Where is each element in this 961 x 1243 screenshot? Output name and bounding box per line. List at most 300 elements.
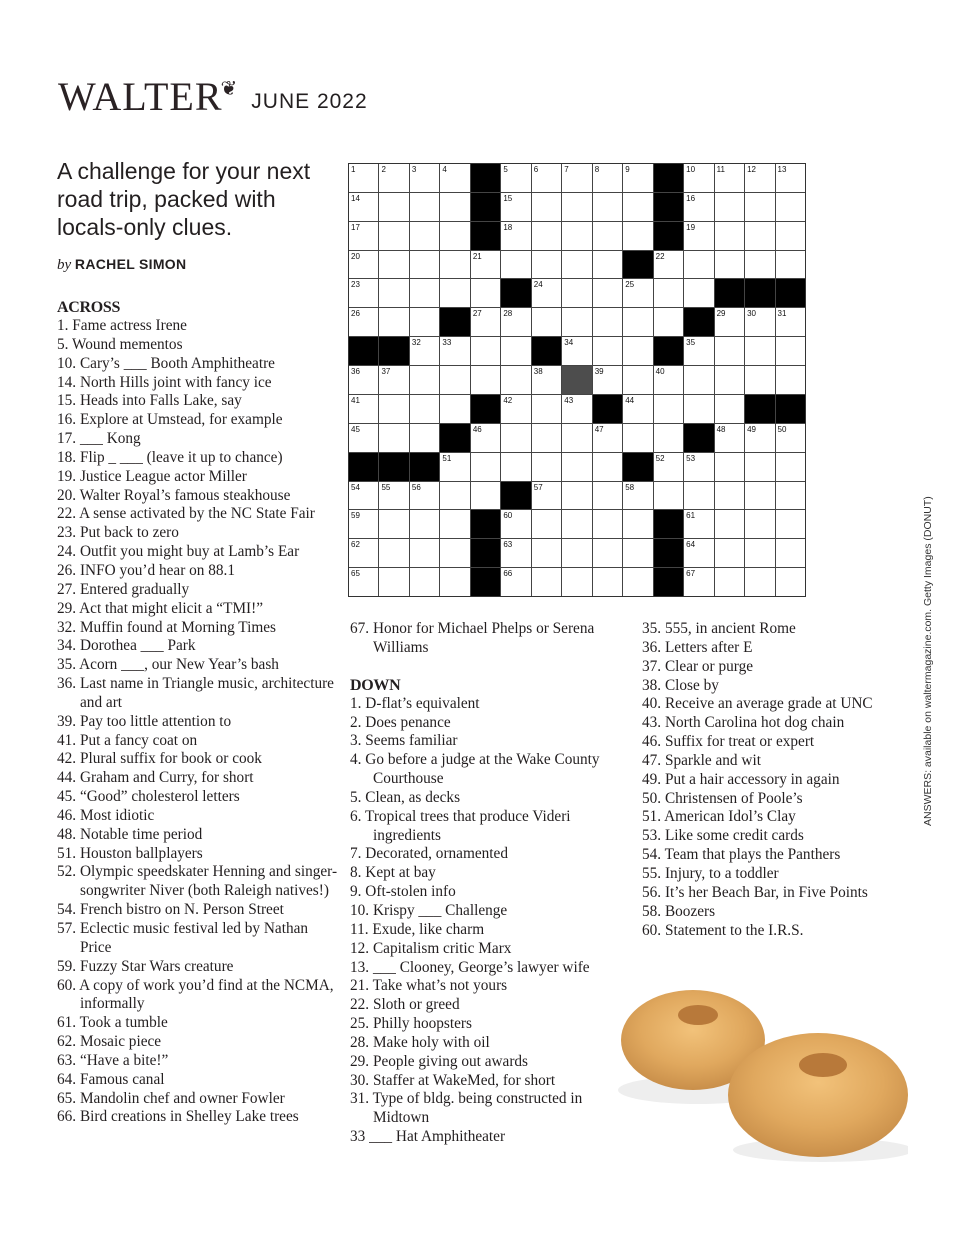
black-square: [471, 568, 500, 596]
grid-cell[interactable]: [715, 395, 744, 423]
grid-cell[interactable]: [349, 424, 378, 452]
clue-item: 44. Graham and Curry, for short: [57, 769, 254, 787]
grid-cell[interactable]: [379, 424, 408, 452]
clue-item: 20. Walter Royal’s famous steakhouse: [57, 486, 291, 504]
black-square: [471, 222, 500, 250]
grid-cell[interactable]: [684, 568, 713, 596]
grid-cell[interactable]: [684, 337, 713, 365]
grid-cell[interactable]: [745, 539, 774, 567]
grid-cell[interactable]: [776, 222, 805, 250]
clue-item: 2. Does penance: [350, 713, 451, 731]
byline: [57, 256, 186, 274]
grid-cell[interactable]: [654, 424, 683, 452]
grid-cell[interactable]: [379, 568, 408, 596]
grid-cell[interactable]: [349, 539, 378, 567]
grid-cell[interactable]: [684, 482, 713, 510]
grid-cell[interactable]: [349, 366, 378, 394]
cell-number: 21: [472, 251, 482, 261]
grid-cell[interactable]: [776, 539, 805, 567]
black-square: [776, 279, 805, 307]
cell-number: 47: [594, 424, 604, 434]
grid-cell[interactable]: [440, 251, 469, 279]
grid-cell[interactable]: [562, 193, 591, 221]
grid-cell[interactable]: [379, 539, 408, 567]
black-square: [471, 395, 500, 423]
grid-cell[interactable]: [654, 308, 683, 336]
cell-number: 8: [594, 165, 600, 174]
grid-cell[interactable]: [532, 424, 561, 452]
clue-item: 58. Boozers: [642, 902, 716, 920]
grid-cell[interactable]: [776, 308, 805, 336]
grid-cell[interactable]: [532, 482, 561, 510]
grid-cell[interactable]: [593, 424, 622, 452]
grid-cell[interactable]: [471, 337, 500, 365]
cell-number: 63: [503, 540, 513, 550]
clue-item: 14. North Hills joint with fancy ice: [57, 373, 272, 391]
grid-cell[interactable]: [745, 453, 774, 481]
grid-cell[interactable]: [684, 366, 713, 394]
grid-cell[interactable]: [532, 164, 561, 192]
cell-number: 20: [351, 251, 360, 261]
black-square: [471, 193, 500, 221]
grid-cell[interactable]: [715, 453, 744, 481]
cell-number: 58: [625, 482, 635, 492]
black-square: [654, 568, 683, 596]
grid-cell[interactable]: [745, 193, 774, 221]
grid-cell[interactable]: [440, 568, 469, 596]
clue-item: 54. French bistro on N. Person Street: [57, 901, 284, 919]
grid-cell[interactable]: [562, 395, 591, 423]
grid-cell[interactable]: [349, 164, 378, 192]
grid-cell[interactable]: [440, 453, 469, 481]
black-square: [776, 395, 805, 423]
cell-number: 32: [411, 338, 421, 348]
grid-cell[interactable]: [562, 251, 591, 279]
cell-number: 12: [747, 165, 756, 174]
black-square: [471, 539, 500, 567]
grid-cell[interactable]: [410, 251, 439, 279]
grid-cell[interactable]: [349, 222, 378, 250]
clue-item: 22. A sense activated by the NC State Fair: [57, 505, 315, 523]
grid-cell[interactable]: [715, 308, 744, 336]
grid-cell[interactable]: [715, 251, 744, 279]
grid-cell[interactable]: [379, 193, 408, 221]
grid-cell[interactable]: [623, 539, 652, 567]
grid-cell[interactable]: [349, 308, 378, 336]
grid-cell[interactable]: [776, 193, 805, 221]
grid-cell[interactable]: [501, 308, 530, 336]
clue-item: 46. Suffix for treat or expert: [642, 733, 815, 751]
clue-item: 10. Cary’s ___ Booth Amphitheatre: [57, 354, 275, 372]
clue-item: 60. A copy of work you’d find at the NCMA, informally: [57, 976, 334, 1013]
black-square: [715, 279, 744, 307]
grid-cell[interactable]: [623, 395, 652, 423]
grid-cell[interactable]: [349, 510, 378, 538]
black-square: [623, 251, 652, 279]
clue-item: 37. Clear or purge: [642, 657, 754, 675]
black-square: [654, 193, 683, 221]
cell-number: 45: [351, 424, 360, 434]
grid-cell[interactable]: [471, 366, 500, 394]
grid-cell[interactable]: [562, 164, 591, 192]
grid-cell[interactable]: [501, 193, 530, 221]
grid-cell[interactable]: [471, 308, 500, 336]
grid-cell[interactable]: [776, 424, 805, 452]
grid-cell[interactable]: [715, 510, 744, 538]
clue-item: 6. Tropical trees that produce Videri ingredients: [350, 807, 571, 844]
grid-cell[interactable]: [593, 164, 622, 192]
black-square: [654, 222, 683, 250]
grid-cell[interactable]: [684, 510, 713, 538]
grid-cell[interactable]: [440, 395, 469, 423]
clue-item: 11. Exude, like charm: [350, 920, 485, 938]
grid-cell[interactable]: [684, 164, 713, 192]
grid-cell[interactable]: [532, 510, 561, 538]
clue-item: 43. North Carolina hot dog chain: [642, 714, 845, 732]
grid-cell[interactable]: [623, 568, 652, 596]
clue-item: 36. Letters after E: [642, 638, 753, 656]
grid-cell[interactable]: [532, 539, 561, 567]
clue-item: 15. Heads into Falls Lake, say: [57, 392, 242, 410]
grid-cell[interactable]: [654, 482, 683, 510]
grid-cell[interactable]: [562, 453, 591, 481]
grid-cell[interactable]: [623, 337, 652, 365]
grid-cell[interactable]: [562, 337, 591, 365]
grid-cell[interactable]: [379, 279, 408, 307]
grid-cell[interactable]: [410, 510, 439, 538]
clue-item: 31. Type of bldg. being constructed in Midtown: [350, 1090, 583, 1127]
clue-item: 30. Staffer at WakeMed, for short: [350, 1071, 556, 1089]
grid-cell[interactable]: [440, 164, 469, 192]
grid-cell[interactable]: [349, 251, 378, 279]
crossword-grid[interactable]: [348, 163, 806, 597]
cell-number: 29: [716, 309, 726, 319]
cell-number: 43: [564, 395, 574, 405]
clue-item: 42. Plural suffix for book or cook: [57, 750, 262, 768]
grid-cell[interactable]: [745, 424, 774, 452]
clue-item: 33 ___ Hat Amphitheater: [350, 1128, 506, 1146]
cell-number: 60: [503, 511, 513, 521]
cell-number: 51: [442, 453, 452, 463]
grid-cell[interactable]: [501, 222, 530, 250]
grid-cell[interactable]: [379, 510, 408, 538]
clue-item: 67. Honor for Michael Phelps or Serena Williams: [350, 620, 595, 656]
grid-cell[interactable]: [501, 568, 530, 596]
grid-cell[interactable]: [593, 193, 622, 221]
grid-cell[interactable]: [623, 193, 652, 221]
grid-cell[interactable]: [349, 568, 378, 596]
grid-cell[interactable]: [410, 164, 439, 192]
grid-cell[interactable]: [471, 424, 500, 452]
grid-cell[interactable]: [410, 482, 439, 510]
grid-cell[interactable]: [623, 279, 652, 307]
grid-cell[interactable]: [410, 193, 439, 221]
grid-cell[interactable]: [379, 395, 408, 423]
grid-cell[interactable]: [684, 453, 713, 481]
grid-cell[interactable]: [684, 222, 713, 250]
grid-cell[interactable]: [410, 395, 439, 423]
cell-number: 4: [442, 165, 447, 174]
grid-cell[interactable]: [501, 337, 530, 365]
cell-number: 44: [625, 395, 635, 405]
black-square: [410, 453, 439, 481]
clue-item: 19. Justice League actor Miller: [57, 467, 247, 485]
clue-item: 7. Decorated, ornamented: [350, 845, 508, 863]
grid-cell[interactable]: [440, 539, 469, 567]
grid-cell[interactable]: [776, 366, 805, 394]
cell-number: 61: [686, 511, 696, 521]
grid-cell[interactable]: [471, 453, 500, 481]
grid-cell[interactable]: [532, 222, 561, 250]
clue-item: 62. Mosaic piece: [57, 1033, 162, 1051]
cell-number: 1: [351, 165, 356, 174]
grid-cell[interactable]: [532, 193, 561, 221]
grid-cell[interactable]: [654, 453, 683, 481]
grid-cell[interactable]: [410, 279, 439, 307]
grid-cell[interactable]: [410, 424, 439, 452]
clues-column-2: [350, 620, 630, 1147]
grid-cell[interactable]: [593, 482, 622, 510]
down-heading: DOWN: [350, 676, 401, 694]
clue-item: 34. Dorothea ___ Park: [57, 637, 196, 655]
grid-cell[interactable]: [715, 222, 744, 250]
black-square: [593, 395, 622, 423]
cell-number: 39: [594, 367, 604, 377]
grid-cell[interactable]: [410, 539, 439, 567]
grid-cell[interactable]: [623, 510, 652, 538]
grid-cell[interactable]: [715, 539, 744, 567]
grid-cell[interactable]: [715, 337, 744, 365]
cell-number: 18: [503, 222, 513, 232]
grid-cell[interactable]: [776, 164, 805, 192]
black-square: [654, 510, 683, 538]
grid-cell[interactable]: [501, 164, 530, 192]
grid-cell[interactable]: [532, 366, 561, 394]
cell-number: 9: [625, 165, 630, 174]
grid-cell[interactable]: [684, 279, 713, 307]
across-heading: ACROSS: [57, 299, 121, 316]
grid-cell[interactable]: [532, 568, 561, 596]
grid-cell[interactable]: [654, 251, 683, 279]
cell-number: 50: [777, 424, 787, 434]
grid-cell[interactable]: [745, 164, 774, 192]
grid-cell[interactable]: [562, 222, 591, 250]
donuts-image: [608, 975, 908, 1165]
clue-item: 51. Houston ballplayers: [57, 844, 203, 862]
grid-cell[interactable]: [776, 337, 805, 365]
grid-cell[interactable]: [562, 568, 591, 596]
grid-cell[interactable]: [501, 510, 530, 538]
grid-cell[interactable]: [410, 222, 439, 250]
feather-icon: ❦: [220, 78, 238, 100]
cell-number: 7: [564, 165, 569, 174]
grid-cell[interactable]: [440, 279, 469, 307]
grid-cell[interactable]: [532, 453, 561, 481]
grid-cell[interactable]: [379, 308, 408, 336]
grid-cell[interactable]: [623, 308, 652, 336]
grid-cell[interactable]: [745, 366, 774, 394]
black-square: [623, 453, 652, 481]
grid-cell[interactable]: [684, 251, 713, 279]
grid-cell[interactable]: [471, 251, 500, 279]
grid-cell[interactable]: [745, 482, 774, 510]
clue-item: 64. Famous canal: [57, 1070, 165, 1088]
grid-cell[interactable]: [562, 424, 591, 452]
grid-cell[interactable]: [745, 222, 774, 250]
grid-cell[interactable]: [471, 279, 500, 307]
grid-cell[interactable]: [623, 222, 652, 250]
grid-cell[interactable]: [379, 366, 408, 394]
black-square: [471, 510, 500, 538]
grid-cell[interactable]: [593, 251, 622, 279]
cell-number: 5: [503, 165, 508, 174]
grid-cell[interactable]: [562, 279, 591, 307]
grid-cell[interactable]: [532, 395, 561, 423]
grid-cell[interactable]: [715, 366, 744, 394]
cell-number: 16: [686, 193, 696, 203]
clue-item: 10. Krispy ___ Challenge: [350, 901, 508, 919]
grid-cell[interactable]: [532, 279, 561, 307]
grid-cell[interactable]: [562, 539, 591, 567]
grid-cell[interactable]: [593, 222, 622, 250]
grid-cell[interactable]: [440, 337, 469, 365]
grid-cell[interactable]: [440, 193, 469, 221]
cell-number: 55: [381, 482, 391, 492]
black-square: [501, 279, 530, 307]
grid-cell[interactable]: [532, 251, 561, 279]
grid-cell[interactable]: [379, 482, 408, 510]
cell-number: 59: [351, 511, 360, 521]
grid-cell[interactable]: [776, 251, 805, 279]
grid-cell[interactable]: [410, 337, 439, 365]
walter-logo: WALTER: [58, 74, 223, 119]
clue-item: 41. Put a fancy coat on: [57, 731, 198, 749]
grid-cell[interactable]: [562, 510, 591, 538]
grid-cell[interactable]: [349, 395, 378, 423]
grid-cell[interactable]: [379, 251, 408, 279]
black-square: [440, 308, 469, 336]
grid-cell[interactable]: [715, 482, 744, 510]
clue-item: 47. Sparkle and wit: [642, 751, 761, 769]
masthead: [58, 76, 368, 117]
grid-cell[interactable]: [501, 251, 530, 279]
grid-cell[interactable]: [532, 308, 561, 336]
clue-item: 5. Clean, as decks: [350, 788, 461, 806]
cell-number: 19: [686, 222, 696, 232]
black-square: [349, 337, 378, 365]
cell-number: 23: [351, 280, 360, 290]
black-square: [745, 279, 774, 307]
grid-cell[interactable]: [593, 568, 622, 596]
grid-cell[interactable]: [684, 539, 713, 567]
clue-item: 63. “Have a bite!”: [57, 1051, 169, 1069]
cell-number: 52: [655, 453, 665, 463]
grid-cell[interactable]: [593, 453, 622, 481]
grid-cell[interactable]: [379, 164, 408, 192]
grid-cell[interactable]: [501, 539, 530, 567]
grid-cell[interactable]: [745, 308, 774, 336]
clue-item: 50. Christensen of Poole’s: [642, 789, 803, 807]
grid-cell[interactable]: [623, 366, 652, 394]
grid-cell[interactable]: [745, 337, 774, 365]
clue-item: 1. Fame actress Irene: [57, 317, 187, 334]
grid-cell[interactable]: [501, 424, 530, 452]
grid-cell[interactable]: [715, 164, 744, 192]
answers-credit: ANSWERS: available on waltermagazine.com. Getty Images (DONUT): [922, 496, 934, 826]
grid-cell[interactable]: [593, 366, 622, 394]
clue-item: 25. Philly hoopsters: [350, 1015, 472, 1033]
cell-number: 54: [351, 482, 360, 492]
cell-number: 10: [686, 165, 696, 174]
grid-cell[interactable]: [776, 510, 805, 538]
grid-cell[interactable]: [593, 279, 622, 307]
grid-cell[interactable]: [654, 366, 683, 394]
grid-cell[interactable]: [501, 395, 530, 423]
grid-cell[interactable]: [715, 193, 744, 221]
grid-cell[interactable]: [440, 366, 469, 394]
grid-cell[interactable]: [745, 251, 774, 279]
grid-cell[interactable]: [562, 308, 591, 336]
grid-cell[interactable]: [684, 193, 713, 221]
grid-cell[interactable]: [349, 482, 378, 510]
grid-cell[interactable]: [349, 193, 378, 221]
grid-cell[interactable]: [562, 482, 591, 510]
cell-number: 42: [503, 395, 513, 405]
grid-cell[interactable]: [654, 395, 683, 423]
grid-cell[interactable]: [776, 482, 805, 510]
grid-cell[interactable]: [684, 395, 713, 423]
grid-cell[interactable]: [593, 510, 622, 538]
grid-cell[interactable]: [379, 222, 408, 250]
cell-number: 57: [533, 482, 543, 492]
grid-cell[interactable]: [593, 337, 622, 365]
grid-cell[interactable]: [593, 539, 622, 567]
grid-cell[interactable]: [745, 568, 774, 596]
grid-cell[interactable]: [440, 222, 469, 250]
clue-item: 61. Took a tumble: [57, 1014, 168, 1032]
grid-cell[interactable]: [776, 453, 805, 481]
grid-cell[interactable]: [654, 279, 683, 307]
clue-item: 21. Take what’s not yours: [350, 977, 508, 995]
grid-cell[interactable]: [623, 164, 652, 192]
grid-cell[interactable]: [623, 482, 652, 510]
grid-cell[interactable]: [501, 453, 530, 481]
black-square: [501, 482, 530, 510]
grid-cell[interactable]: [440, 482, 469, 510]
cell-number: 2: [381, 165, 386, 174]
clue-item: 46. Most idiotic: [57, 806, 155, 824]
black-square: [562, 366, 591, 394]
grid-cell[interactable]: [715, 424, 744, 452]
grid-cell[interactable]: [440, 510, 469, 538]
grid-cell[interactable]: [501, 366, 530, 394]
grid-cell[interactable]: [410, 568, 439, 596]
grid-cell[interactable]: [623, 424, 652, 452]
clue-item: 38. Close by: [642, 676, 719, 694]
grid-cell[interactable]: [410, 366, 439, 394]
grid-cell[interactable]: [593, 308, 622, 336]
cell-number: 53: [686, 453, 696, 463]
grid-cell[interactable]: [745, 510, 774, 538]
grid-cell[interactable]: [349, 279, 378, 307]
grid-cell[interactable]: [776, 568, 805, 596]
grid-cell[interactable]: [471, 482, 500, 510]
clues-column-3: [642, 620, 922, 940]
cell-number: 49: [747, 424, 756, 434]
grid-cell[interactable]: [715, 568, 744, 596]
clue-item: 16. Explore at Umstead, for example: [57, 411, 283, 429]
grid-cell[interactable]: [410, 308, 439, 336]
